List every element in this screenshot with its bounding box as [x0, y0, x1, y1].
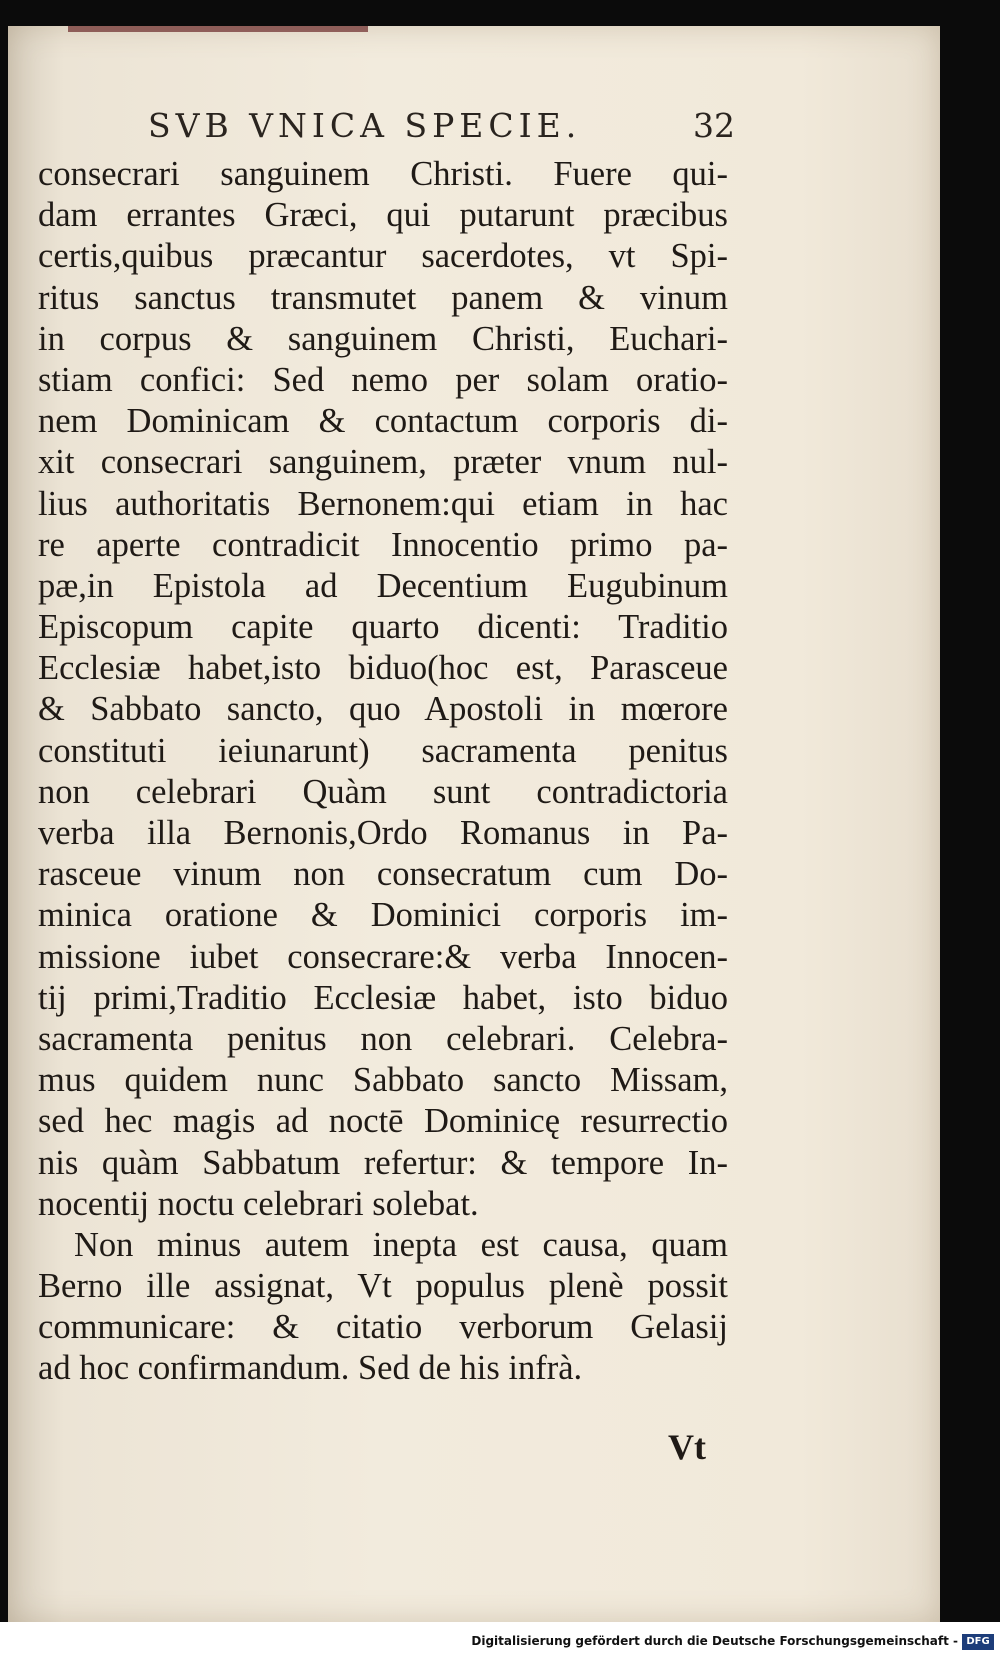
text-line: in corpus & sanguinem Christi, Euchari-: [38, 319, 728, 358]
text-line: nocentij noctu celebrari solebat.: [38, 1184, 479, 1223]
text-line: sacramenta penitus non celebrari. Celebra-: [38, 1019, 728, 1058]
text-line: Episcopum capite quarto dicenti: Traditio: [38, 608, 728, 647]
text-line: dam errantes Græci, qui putarunt præcibus: [38, 196, 728, 235]
book-page: [8, 26, 940, 1630]
text-line: minica oratione & Dominici corporis im-: [38, 896, 728, 935]
text-line: consecrari sanguinem Christi. Fuere qui-: [38, 155, 728, 193]
text-line: Berno ille assignat, Vt populus plenè possit: [38, 1267, 728, 1306]
page-edge-stain: [68, 26, 368, 32]
text-line: Non minus autem inepta est causa, quam: [74, 1225, 728, 1264]
text-line: nis quàm Sabbatum refertur: & tempore In-: [38, 1143, 728, 1182]
text-line: constituti ieiunarunt) sacramenta penitus: [38, 731, 728, 770]
text-line: nem Dominicam & contactum corporis di-: [38, 402, 728, 441]
running-head: SVB VNICA SPECIE.: [148, 106, 582, 145]
text-line: non celebrari Quàm sunt contradictoria: [38, 772, 728, 811]
text-line: certis,quibus præcantur sacerdotes, vt Spi-: [38, 237, 728, 276]
catchword: Vt: [668, 1427, 706, 1467]
text-line: stiam confici: Sed nemo per solam oratio-: [38, 360, 728, 399]
text-line: & Sabbato sancto, quo Apostoli in mœrore: [38, 690, 728, 729]
text-line: xit consecrari sanguinem, præter vnum nul-: [38, 443, 728, 482]
text-line: lius authoritatis Bernonem:qui etiam in hac: [38, 484, 728, 523]
text-line: communicare: & citatio verborum Gelasij: [38, 1308, 728, 1347]
text-line: pæ,in Epistola ad Decentium Eugubinum: [38, 566, 728, 605]
funding-credit: Digitalisierung gefördert durch die Deutsche Forschungsgemeinschaft -: [471, 1634, 958, 1648]
text-line: tij primi,Traditio Ecclesiæ habet, isto biduo: [38, 978, 728, 1017]
text-line: verba illa Bernonis,Ordo Romanus in Pa-: [38, 814, 728, 852]
text-line: sed hec magis ad noctē Dominicę resurrectio: [38, 1102, 728, 1141]
body-text: [38, 154, 728, 1390]
text-line: mus quidem nunc Sabbato sancto Missam,: [38, 1061, 728, 1100]
text-line: ritus sanctus transmutet panem & vinum: [38, 278, 728, 317]
dfg-logo: DFG: [962, 1634, 994, 1650]
page-number: 32: [693, 106, 735, 145]
digitization-footer: [0, 1622, 1000, 1658]
text-line: Ecclesiæ habet,isto biduo(hoc est, Parasceue: [38, 649, 728, 688]
text-line: re aperte contradicit Innocentio primo pa-: [38, 525, 728, 564]
text-line: rasceue vinum non consecratum cum Do-: [38, 855, 728, 894]
text-line: ad hoc confirmandum. Sed de his infrà.: [38, 1349, 583, 1388]
text-line: missione iubet consecrare:& verba Innocen-: [38, 937, 728, 976]
